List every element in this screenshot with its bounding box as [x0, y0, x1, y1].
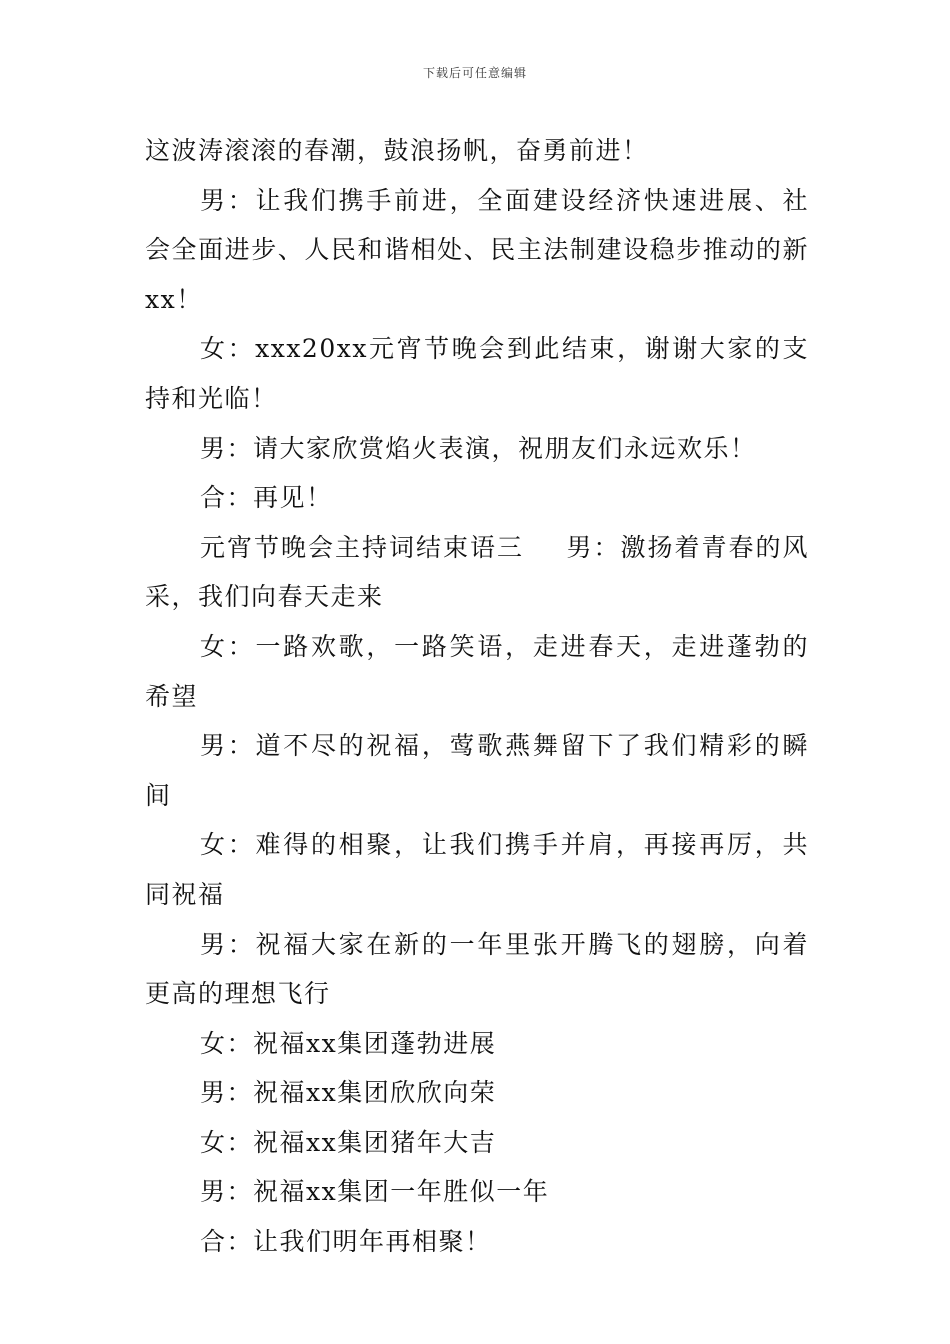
paragraph: 女：祝福xx集团猪年大吉: [200, 1127, 497, 1157]
paragraph: 男：让我们携手前进，全面建设经济快速进展、社会全面进步、人民和谐相处、民主法制建设稳步推动的新xx！: [145, 185, 809, 314]
paragraph: 男：祝福大家在新的一年里张开腾飞的翅膀，向着更高的理想飞行: [145, 929, 809, 1009]
paragraph: 女：祝福xx集团蓬勃进展: [200, 1028, 497, 1058]
paragraph: 这波涛滚滚的春潮，鼓浪扬帆，奋勇前进！: [145, 136, 649, 165]
paragraph: 女：xxx20xx元宵节晚会到此结束，谢谢大家的支持和光临！: [145, 334, 809, 413]
paragraph: 男：道不尽的祝福，莺歌燕舞留下了我们精彩的瞬间: [145, 731, 809, 810]
section-first-line: 男：激扬着青春的风采，我们向春天走来: [145, 532, 809, 612]
section-title: 元宵节晚会主持词结束语三: [200, 532, 524, 562]
paragraph: 男：请大家欣赏焰火表演，祝朋友们永远欢乐！: [200, 433, 757, 463]
paragraph: 男：祝福xx集团一年胜似一年: [200, 1177, 550, 1207]
page-header: 下载后可任意编辑: [422, 66, 527, 80]
paragraph: 合：再见！: [200, 483, 333, 513]
document-body: [145, 126, 809, 1267]
paragraph: 女：一路欢歌，一路笑语，走进春天，走进蓬勃的希望: [145, 631, 809, 711]
paragraph: 男：祝福xx集团欣欣向荣: [200, 1078, 497, 1108]
section-paragraph: [145, 523, 809, 622]
paragraph: 女：难得的相聚，让我们携手并肩，再接再厉，共同祝福: [145, 830, 809, 909]
paragraph: 合：让我们明年再相聚！: [200, 1227, 492, 1257]
